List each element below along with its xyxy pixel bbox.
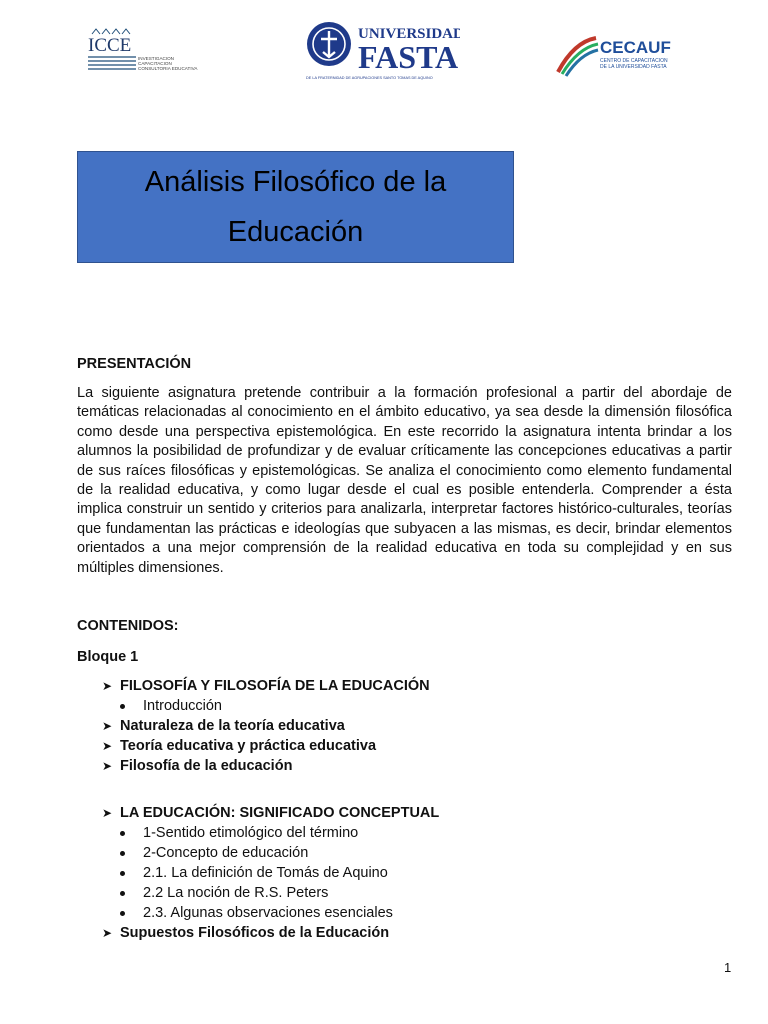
- list-item: ➤ Supuestos Filosóficos de la Educación: [102, 925, 390, 941]
- icce-logo: [84, 24, 210, 74]
- list-item: 2.3. Algunas observaciones esenciales: [102, 903, 439, 923]
- list-item: 2-Concepto de educación: [102, 843, 439, 863]
- presentation-paragraph: La siguiente asignatura pretende contribuir a la formación profesional a partir del abordaje de temáticas relacionadas al conocimiento en el ámbito educativo, ya sea desde la dimensión filosófica como desde una perspectiva epistemológica. En este recorrido la asignatura intenta brindar a los alumnos la posibilidad de profundizar y de evaluar críticamente las concepciones educativas a partir de sus raíces filosóficas y epistemológicas. Se analiza el conocimiento como elemento fundamental de la realidad educativa, y como lugar desde el cual es posible entenderla. Comprender a ésta implica construir un sentido y criterios para analizarla, interpretar factores histórico-culturales, teorías que fundamentan las prácticas e ideologías que subyacen a las mismas, es decir, brindar elementos orientados a una mejor comprensión de la realidad educativa en toda su complejidad y en sus múltiples dimensiones.: [77, 385, 732, 576]
- block-label: Bloque 1: [77, 649, 139, 665]
- universidad-fasta-logo: [304, 18, 460, 82]
- cecauf-main-text: CECAUF: [600, 38, 671, 57]
- arrow-bullet-icon: ➤: [102, 806, 113, 820]
- icce-line-3: CONSULTORIA EDUCATIVA: [138, 66, 198, 71]
- icce-line-1: INVESTIGACION: [138, 56, 174, 61]
- cecauf-logo: [554, 32, 686, 78]
- list-item: ➤ FILOSOFÍA Y FILOSOFÍA DE LA EDUCACIÓN: [102, 678, 430, 694]
- contents-heading: CONTENIDOS:: [77, 618, 179, 634]
- list-item: Introducción: [102, 696, 430, 716]
- page-number: 1: [724, 960, 732, 975]
- arrow-bullet-icon: ➤: [102, 759, 113, 773]
- list-item: ➤ Filosofía de la educación: [102, 758, 293, 774]
- bullet-dot-icon: [120, 831, 125, 836]
- list-item: 2.1. La definición de Tomás de Aquino: [102, 863, 439, 883]
- arrow-bullet-icon: ➤: [102, 679, 113, 693]
- arrow-bullet-icon: ➤: [102, 719, 113, 733]
- arrow-bullet-icon: ➤: [102, 926, 113, 940]
- presentation-heading: PRESENTACIÓN: [77, 356, 192, 372]
- bullet-dot-icon: [120, 704, 125, 709]
- fasta-top-text: UNIVERSIDAD: [358, 26, 460, 42]
- document-title: [116, 157, 476, 257]
- contents-group-2: [102, 803, 439, 943]
- cecauf-line-2: DE LA UNIVERSIDAD FASTA: [600, 64, 667, 70]
- bullet-dot-icon: [120, 871, 125, 876]
- list-item: 2.2 La noción de R.S. Peters: [102, 883, 439, 903]
- list-item: 1-Sentido etimológico del término: [102, 823, 439, 843]
- list-item: ➤ Naturaleza de la teoría educativa: [102, 718, 345, 734]
- bullet-dot-icon: [120, 851, 125, 856]
- title-line-2: Educación: [227, 216, 364, 248]
- cecauf-line-1: CENTRO DE CAPACITACION: [600, 58, 668, 64]
- fasta-main-text: FASTA: [358, 39, 459, 75]
- list-item: ➤ LA EDUCACIÓN: SIGNIFICADO CONCEPTUAL: [102, 805, 440, 821]
- list-item: ➤ Teoría educativa y práctica educativa: [102, 738, 377, 754]
- bullet-dot-icon: [120, 911, 125, 916]
- icce-logo-text: ICCE: [88, 35, 132, 56]
- icce-line-2: CAPACITACION: [138, 61, 172, 66]
- document-title-box: [77, 151, 514, 263]
- bullet-dot-icon: [120, 891, 125, 896]
- fasta-sub-text: DE LA FRATERNIDAD DE AGRUPACIONES SANTO TOMAS DE AQUINO: [306, 76, 433, 80]
- title-line-1: Análisis Filosófico de la: [144, 166, 447, 198]
- arrow-bullet-icon: ➤: [102, 739, 113, 753]
- contents-group-1: [102, 676, 430, 776]
